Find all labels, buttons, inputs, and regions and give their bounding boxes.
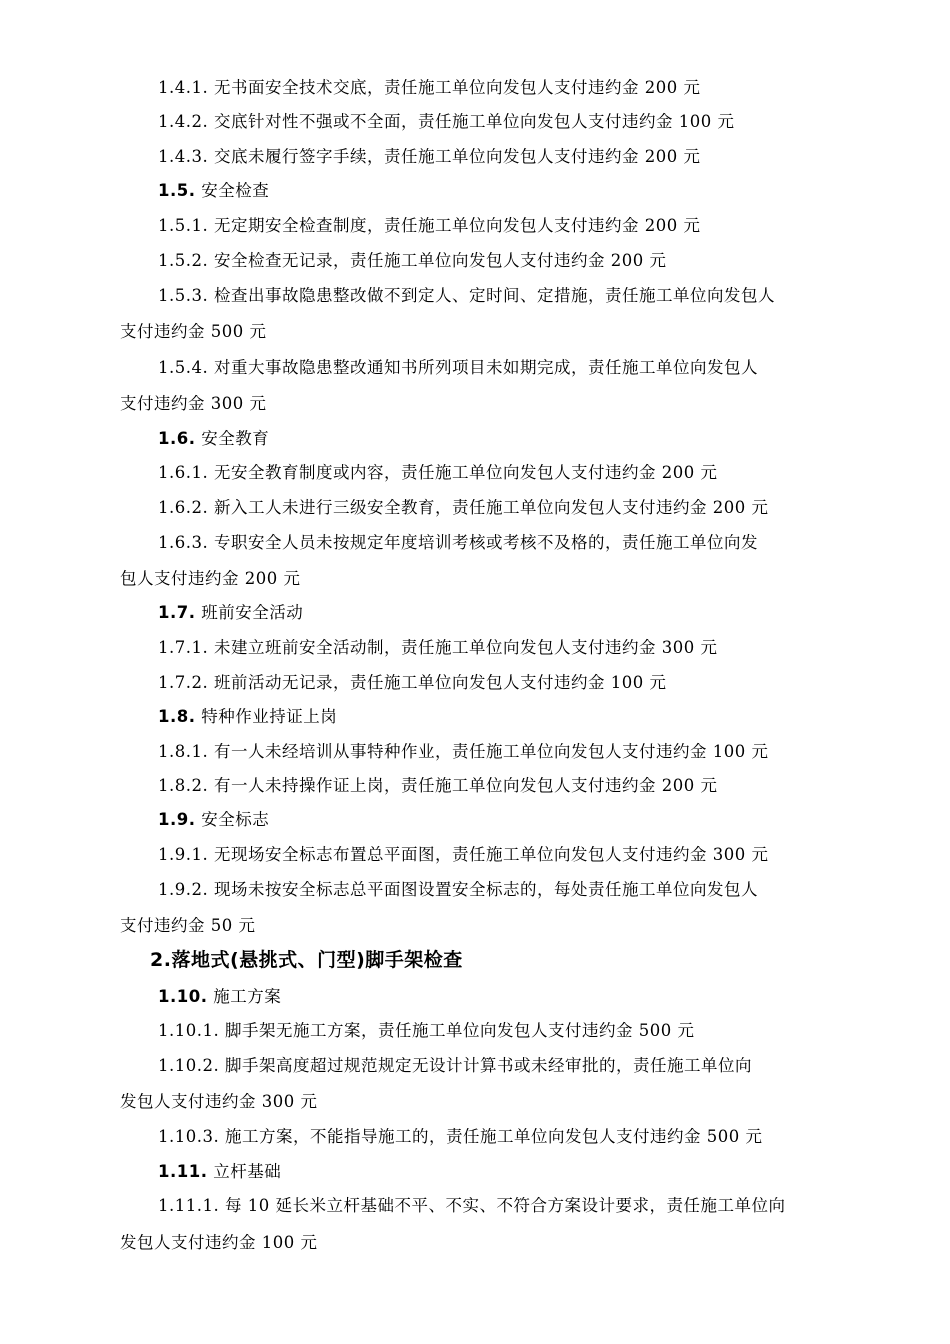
heading-1-8 (158, 705, 337, 729)
clause-1-10-2-cont: 发包人支付违约金 300 元 (120, 1092, 318, 1111)
heading-number: 1.10. (158, 987, 208, 1006)
clause-1-9-2-cont: 支付违约金 50 元 (120, 916, 256, 935)
clause-1-4-2: 1.4.2. 交底针对性不强或不全面，责任施工单位向发包人支付违约金 100 元 (158, 112, 735, 131)
clause-1-5-4: 1.5.4. 对重大事故隐患整改通知书所列项目未如期完成，责任施工单位向发包人 (158, 358, 758, 377)
heading-title: 安全标志 (201, 810, 270, 829)
heading-1-9 (158, 808, 269, 832)
clause-1-5-1: 1.5.1. 无定期安全检查制度，责任施工单位向发包人支付违约金 200 元 (158, 216, 701, 235)
clause-1-4-1: 1.4.1. 无书面安全技术交底，责任施工单位向发包人支付违约金 200 元 (158, 78, 701, 97)
heading-1-5 (158, 179, 269, 203)
clause-1-8-2: 1.8.2. 有一人未持操作证上岗，责任施工单位向发包人支付违约金 200 元 (158, 776, 718, 795)
clause-1-7-1: 1.7.1. 未建立班前安全活动制，责任施工单位向发包人支付违约金 300 元 (158, 638, 718, 657)
clause-1-9-1: 1.9.1. 无现场安全标志布置总平面图，责任施工单位向发包人支付违约金 300 元 (158, 845, 769, 864)
clause-1-4-3: 1.4.3. 交底未履行签字手续，责任施工单位向发包人支付违约金 200 元 (158, 147, 701, 166)
heading-number: 1.11. (158, 1162, 208, 1181)
clause-1-11-1-cont: 发包人支付违约金 100 元 (120, 1233, 318, 1252)
heading-1-7 (158, 601, 303, 625)
heading-number: 1.9. (158, 810, 196, 829)
clause-1-10-2: 1.10.2. 脚手架高度超过规范规定无设计计算书或未经审批的，责任施工单位向 (158, 1056, 752, 1075)
heading-number: 1.7. (158, 603, 196, 622)
clause-1-5-3-cont: 支付违约金 500 元 (120, 322, 267, 341)
clause-1-7-2: 1.7.2. 班前活动无记录，责任施工单位向发包人支付违约金 100 元 (158, 673, 667, 692)
clause-1-6-3-cont: 包人支付违约金 200 元 (120, 569, 301, 588)
clause-1-8-1: 1.8.1. 有一人未经培训从事特种作业，责任施工单位向发包人支付违约金 100 元 (158, 742, 769, 761)
clause-1-6-1: 1.6.1. 无安全教育制度或内容，责任施工单位向发包人支付违约金 200 元 (158, 463, 718, 482)
heading-title: 班前安全活动 (201, 603, 304, 622)
clause-1-10-3: 1.10.3. 施工方案，不能指导施工的，责任施工单位向发包人支付违约金 500 元 (158, 1127, 763, 1146)
clause-1-10-1: 1.10.1. 脚手架无施工方案，责任施工单位向发包人支付违约金 500 元 (158, 1021, 695, 1040)
heading-number: 1.5. (158, 181, 196, 200)
heading-1-11 (158, 1160, 281, 1184)
heading-title: 立杆基础 (213, 1162, 282, 1181)
clause-1-5-2: 1.5.2. 安全检查无记录，责任施工单位向发包人支付违约金 200 元 (158, 251, 667, 270)
clause-1-6-2: 1.6.2. 新入工人未进行三级安全教育，责任施工单位向发包人支付违约金 200 元 (158, 498, 769, 517)
clause-1-11-1: 1.11.1. 每 10 延长米立杆基础不平、不实、不符合方案设计要求，责任施工单位向 (158, 1196, 786, 1215)
heading-title: 安全检查 (201, 181, 270, 200)
clause-1-5-3: 1.5.3. 检查出事故隐患整改做不到定人、定时间、定措施，责任施工单位向发包人 (158, 286, 775, 305)
clause-1-9-2: 1.9.2. 现场未按安全标志总平面图设置安全标志的，每处责任施工单位向发包人 (158, 880, 758, 899)
heading-1-6 (158, 427, 269, 451)
section-2-heading: 2.落地式(悬挑式、门型)脚手架检查 (150, 949, 463, 971)
heading-1-10 (158, 985, 281, 1009)
heading-title: 施工方案 (213, 987, 282, 1006)
clause-1-5-4-cont: 支付违约金 300 元 (120, 394, 267, 413)
heading-title: 安全教育 (201, 429, 270, 448)
heading-number: 1.6. (158, 429, 196, 448)
heading-title: 特种作业持证上岗 (201, 707, 338, 726)
clause-1-6-3: 1.6.3. 专职安全人员未按规定年度培训考核或考核不及格的，责任施工单位向发 (158, 533, 758, 552)
heading-number: 1.8. (158, 707, 196, 726)
